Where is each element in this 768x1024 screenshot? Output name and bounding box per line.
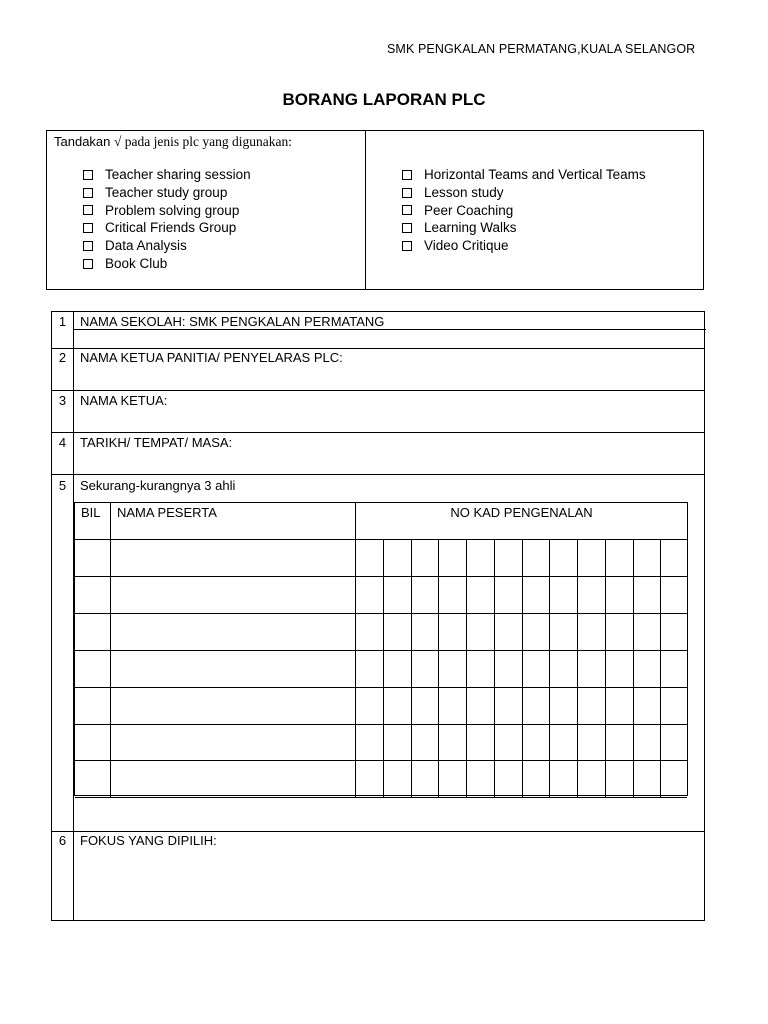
ic-digit-divider — [605, 539, 606, 797]
row-number: 2 — [58, 350, 67, 365]
row-number: 6 — [58, 833, 67, 848]
checkbox[interactable] — [83, 205, 93, 215]
option-label: Learning Walks — [424, 220, 517, 236]
checklist-divider — [365, 131, 366, 289]
focus-label: FOKUS YANG DIPILIH: — [80, 833, 217, 848]
leader-name-label: NAMA KETUA: — [80, 393, 168, 408]
participant-row-divider — [75, 797, 687, 798]
plc-type-checklist — [46, 130, 704, 290]
checklist-instruction — [54, 134, 292, 150]
option-item[interactable] — [83, 219, 251, 237]
row-number: 4 — [58, 435, 67, 450]
ic-digit-divider — [494, 539, 495, 797]
option-label: Lesson study — [424, 184, 504, 200]
checkbox[interactable] — [402, 205, 412, 215]
ic-digit-divider — [383, 539, 384, 797]
row-number: 5 — [58, 478, 67, 493]
participant-table — [74, 502, 688, 796]
participant-row-divider — [75, 613, 687, 614]
row-divider — [52, 831, 704, 832]
option-label: Teacher study group — [105, 184, 228, 200]
option-item[interactable] — [402, 184, 646, 202]
option-label: Book Club — [105, 255, 168, 271]
ic-digit-divider — [549, 539, 550, 797]
date-place-time-label: TARIKH/ TEMPAT/ MASA: — [80, 435, 233, 450]
right-options-list — [402, 166, 646, 255]
row-number: 1 — [58, 314, 67, 329]
option-item[interactable] — [83, 255, 251, 273]
bil-column-header: BIL — [81, 505, 101, 520]
school-name-header: SMK PENGKALAN PERMATANG,KUALA SELANGOR — [387, 42, 696, 56]
option-label: Data Analysis — [105, 238, 187, 254]
ic-digit-divider — [633, 539, 634, 797]
option-item[interactable] — [83, 202, 251, 220]
checkbox[interactable] — [402, 170, 412, 180]
form-title: BORANG LAPORAN PLC — [282, 90, 486, 109]
ic-digit-divider — [438, 539, 439, 797]
option-item[interactable] — [83, 237, 251, 255]
checkbox[interactable] — [402, 223, 412, 233]
checkbox[interactable] — [402, 241, 412, 251]
participant-row-divider — [75, 760, 687, 761]
checkbox[interactable] — [402, 188, 412, 198]
row-divider — [52, 348, 704, 349]
checkbox[interactable] — [83, 170, 93, 180]
option-item[interactable] — [402, 219, 646, 237]
coordinator-name-label: NAMA KETUA PANITIA/ PENYELARAS PLC: — [80, 350, 343, 365]
row-number: 3 — [58, 393, 67, 408]
option-item[interactable] — [402, 202, 646, 220]
participant-row-divider — [75, 724, 687, 725]
checkbox[interactable] — [83, 188, 93, 198]
row-divider — [52, 390, 704, 391]
ic-digit-divider — [466, 539, 467, 797]
left-options-list — [83, 166, 251, 273]
participant-name-column-header: NAMA PESERTA — [117, 505, 217, 520]
row-divider — [52, 432, 704, 433]
checkbox[interactable] — [83, 259, 93, 269]
checkbox[interactable] — [83, 241, 93, 251]
participant-row-divider — [75, 539, 687, 540]
participant-row-divider — [75, 576, 687, 577]
ic-digit-divider — [660, 539, 661, 797]
row-divider — [52, 474, 704, 475]
option-item[interactable] — [402, 237, 646, 255]
instruction-prefix: Tandakan — [54, 134, 111, 149]
option-label: Teacher sharing session — [105, 167, 251, 182]
participant-row-divider — [75, 650, 687, 651]
option-item[interactable] — [83, 184, 251, 202]
report-table — [51, 311, 705, 921]
option-label: Peer Coaching — [424, 202, 514, 218]
ic-digit-divider — [577, 539, 578, 797]
participant-row-divider — [75, 687, 687, 688]
checkbox[interactable] — [83, 223, 93, 233]
option-label: Horizontal Teams and Vertical Teams — [424, 167, 646, 182]
option-label: Critical Friends Group — [105, 220, 237, 236]
ic-digit-divider — [411, 539, 412, 797]
option-label: Video Critique — [424, 238, 509, 254]
ic-digit-divider — [522, 539, 523, 797]
instruction-text: √ pada jenis plc yang digunakan: — [114, 134, 293, 149]
option-item[interactable] — [83, 166, 251, 184]
option-item[interactable] — [402, 166, 646, 184]
school-name-label: NAMA SEKOLAH: SMK PENGKALAN PERMATANG — [80, 314, 385, 329]
option-label: Problem solving group — [105, 202, 240, 218]
ic-number-column-header: NO KAD PENGENALAN — [450, 505, 593, 520]
row-divider — [73, 329, 706, 330]
members-note-label: Sekurang-kurangnya 3 ahli — [80, 478, 236, 493]
